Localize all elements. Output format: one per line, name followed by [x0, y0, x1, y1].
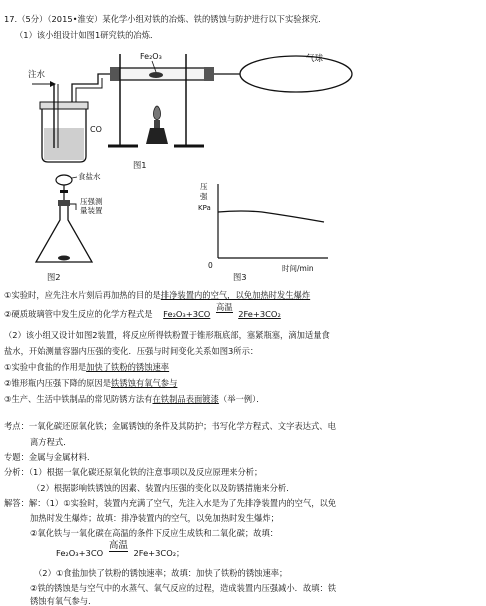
- part2-c-text: ③生产、生活中铁制品的常见防锈方法有: [4, 394, 153, 404]
- q2-text: ②硬质玻璃管中发生反应的化学方程式是: [4, 309, 153, 319]
- figure3-caption: 图3: [233, 272, 247, 282]
- q2-condition: 高温: [215, 302, 233, 312]
- eq2-left: Fe₂O₃+3CO: [56, 548, 104, 558]
- analysis-jieda3: ②氧化铁与一氧化碳在高温的条件下反应生成铁和二氧化碳；故填：: [30, 528, 279, 538]
- figure3-chart: [196, 178, 336, 278]
- analysis-kaodian2: 离方程式．: [30, 437, 72, 447]
- q1-text: ①实验时，应先注水片刻后再加热的目的是: [4, 290, 161, 300]
- analysis-jieda2: 加热时发生爆炸；故填：排净装置内的空气，以免加热时发生爆炸；: [30, 513, 279, 523]
- y-unit: KPa: [198, 204, 211, 212]
- eq2-condition: 高温: [108, 540, 128, 551]
- y-label-2: 强: [200, 192, 208, 201]
- part2-a-text: ①实验中食盐的作用是: [4, 362, 87, 372]
- q1-answer: 排净装置内的空气，以免加热时发生爆炸: [160, 290, 311, 300]
- analysis-jieda5: ②铁的锈蚀是与空气中的水蒸气、氧气反应的过程，造成装置内压强减小．故填：铁: [30, 583, 337, 593]
- part2-b-text: ②锥形瓶内压强下降的原因是: [4, 378, 112, 388]
- analysis-fenxi1: 分析：（1）根据一氧化碳还原氧化铁的注意事项以及反应原理来分析；: [4, 467, 263, 477]
- q2-eq-left: Fe₂O₃+3CO: [163, 309, 211, 319]
- sensor-label-1: 压强测: [80, 197, 103, 206]
- balloon: [240, 56, 352, 92]
- part2-a-answer: 加快了铁粉的锈蚀速率: [86, 362, 170, 372]
- hcl-label: 食盐水: [78, 172, 101, 181]
- x-label: 时间/min: [282, 264, 314, 273]
- part1-intro: （1）该小组设计如图1研究铁的冶炼．: [15, 30, 159, 40]
- balloon-label: 气球: [306, 54, 324, 64]
- part2-b-answer: 铁锈蚀有氧气参与: [111, 378, 178, 388]
- figure1-caption: 图1: [133, 160, 147, 170]
- part2-a: [4, 362, 169, 372]
- analysis-fenxi2: （2）根据影响铁锈蚀的因素、装置内压强的变化以及防锈措施来分析．: [32, 483, 295, 493]
- part2-c-answer: 在铁制品表面镀漆: [152, 394, 219, 404]
- answer-q1: [4, 290, 310, 300]
- reagent-label: Fe₂O₃: [140, 52, 162, 61]
- analysis-jieda1: 解答：解：（1）①实验时，装置内充满了空气，先注入水是为了先排净装置内的空气，以免: [4, 498, 337, 508]
- part2-b: [4, 378, 177, 388]
- figure2-apparatus: [28, 170, 138, 270]
- eq2-right: 2Fe+3CO₂；: [133, 548, 185, 558]
- co-label: CO: [90, 125, 102, 134]
- pressure-curve: [218, 211, 324, 222]
- y-label-1: 压: [200, 182, 208, 191]
- analysis-jieda6: 锈蚀有氧气参与．: [30, 596, 97, 606]
- part2-line1: （2）该小组又设计如图2装置，将反应所得铁粉置于锥形瓶底部，塞紧瓶塞，滴加适量食: [4, 330, 330, 340]
- analysis-kaodian: 考点：一氧化碳还原氧化铁；金属锈蚀的条件及其防护；书写化学方程式、文字表达式、电: [4, 421, 336, 431]
- answer-q2: [4, 302, 281, 319]
- burner: [146, 128, 168, 144]
- water-label: 注水: [28, 70, 46, 80]
- figure1-apparatus: [28, 48, 388, 168]
- figure2-caption: 图2: [47, 272, 61, 282]
- analysis-jieda4: （2）①食盐加快了铁粉的锈蚀速率；故填：加快了铁粉的锈蚀速率；: [34, 568, 288, 578]
- sensor-label-2: 量装置: [80, 206, 103, 215]
- q2-eq-right: 2Fe+3CO₂: [238, 309, 281, 319]
- question-header: 17.（5分）（2015•淮安）某化学小组对铁的冶炼、铁的锈蚀与防护进行以下实验探究．: [4, 14, 327, 24]
- analysis-zhuanti: 专题：金属与金属材料．: [4, 452, 96, 462]
- origin-label: 0: [208, 261, 213, 270]
- part2-c: [4, 394, 265, 404]
- part2-c-tail: （举一例）．: [218, 394, 265, 404]
- analysis-equation: [56, 540, 185, 559]
- part2-line2: 盐水，开始测量容器内压强的变化．压强与时间变化关系如图3所示：: [4, 346, 259, 356]
